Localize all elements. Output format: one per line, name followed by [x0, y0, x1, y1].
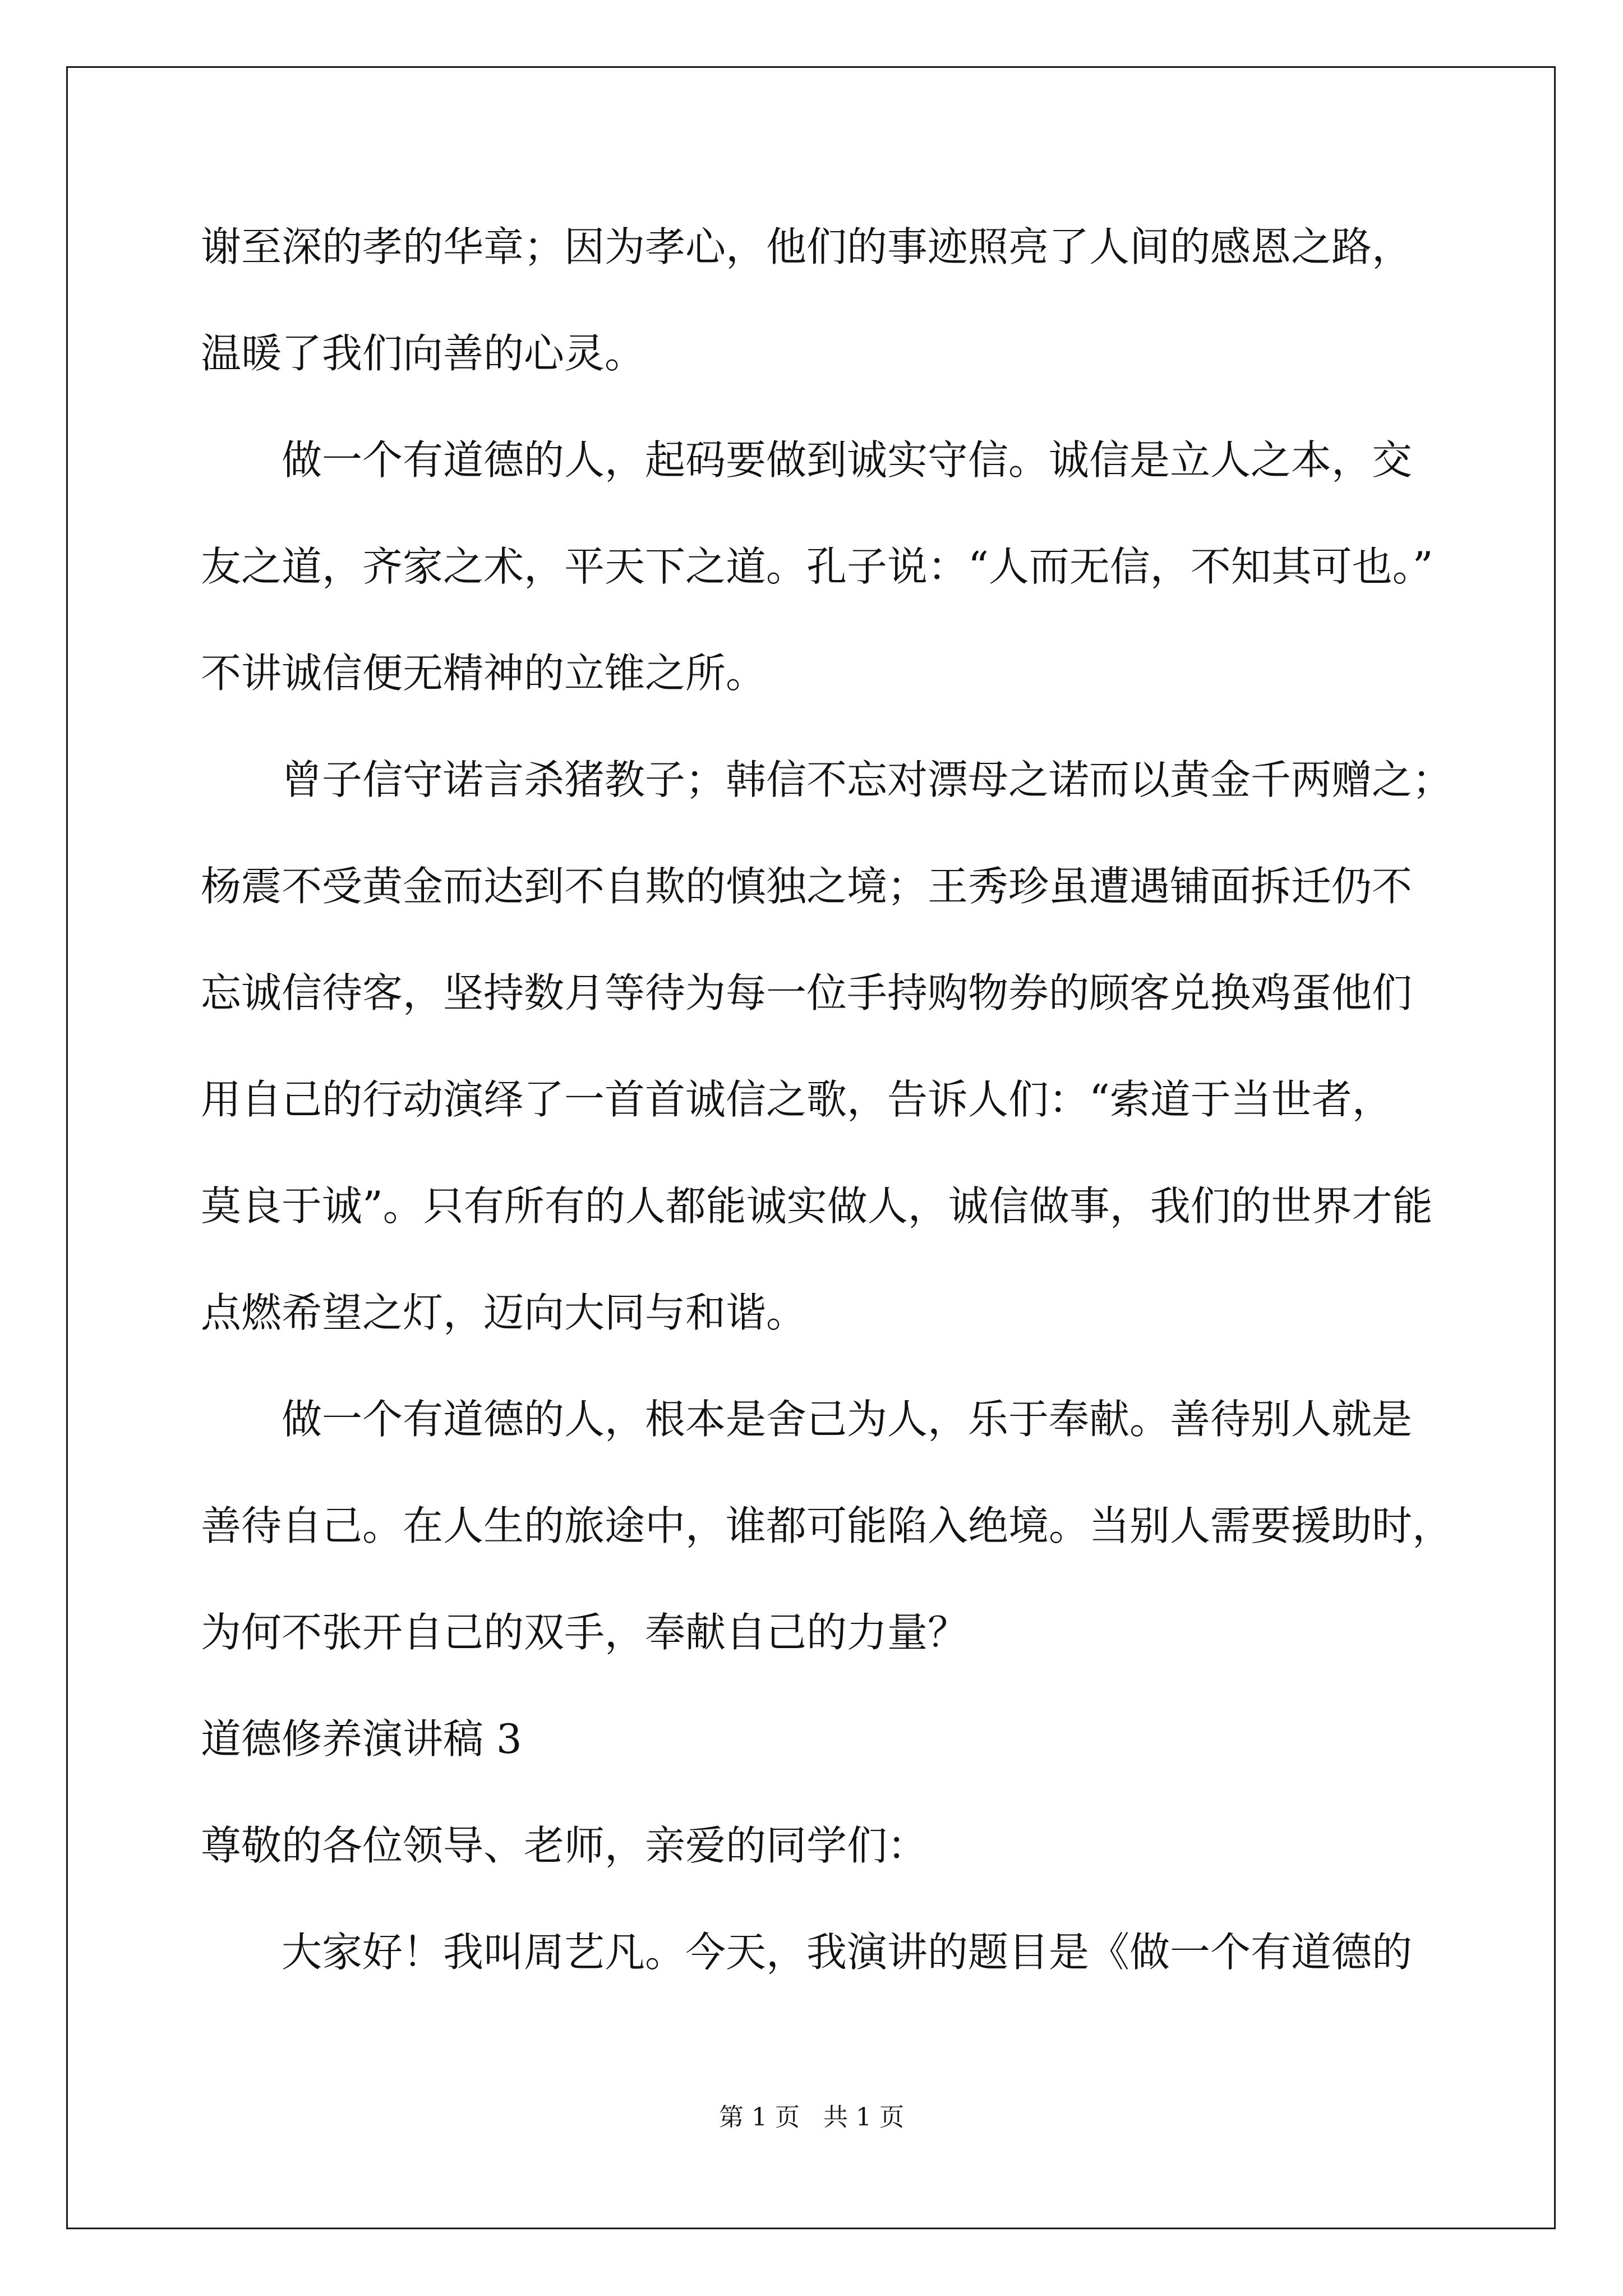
text-line-17: 大家好！我叫周艺凡。今天，我演讲的题目是《做一个有道德的 — [282, 1929, 1413, 1976]
text-line-9: 用自己的行动演绎了一首首诚信之歌，告诉人们：“索道于当世者， — [201, 1076, 1393, 1123]
section-heading: 道德修养演讲稿 3 — [201, 1715, 522, 1763]
text-line-13: 善待自己。在人生的旅途中，谁都可能陷入绝境。当别人需要援助时， — [201, 1502, 1453, 1549]
text-line-8: 忘诚信待客，坚持数月等待为每一位手持购物券的顾客兑换鸡蛋他们 — [201, 969, 1413, 1016]
text-line-5: 不讲诚信便无精神的立锥之所。 — [201, 650, 767, 697]
text-line-14: 为何不张开自己的双手，奉献自己的力量？ — [201, 1609, 969, 1656]
text-line-16: 尊敬的各位领导、老师，亲爱的同学们： — [201, 1822, 928, 1869]
text-line-12: 做一个有道德的人，根本是舍己为人，乐于奉献。善待别人就是 — [282, 1396, 1413, 1443]
page-footer: 第 1 页 共 1 页 — [719, 2103, 904, 2132]
text-line-7: 杨震不受黄金而达到不自欺的慎独之境；王秀珍虽遭遇铺面拆迁仍不 — [201, 863, 1413, 910]
text-line-4: 友之道，齐家之术，平天下之道。孔子说：“人而无信，不知其可也。” — [201, 543, 1433, 590]
page-border — [66, 66, 1556, 2229]
text-line-2: 温暖了我们向善的心灵。 — [201, 330, 645, 377]
text-line-6: 曾子信守诺言杀猪教子；韩信不忘对漂母之诺而以黄金千两赠之； — [282, 756, 1453, 803]
text-line-3: 做一个有道德的人，起码要做到诚实守信。诚信是立人之本，交 — [282, 436, 1413, 484]
text-line-10: 莫良于诚”。只有所有的人都能诚实做人，诚信做事，我们的世界才能 — [201, 1182, 1433, 1230]
text-line-11: 点燃希望之灯，迈向大同与和谐。 — [201, 1289, 807, 1336]
text-line-1: 谢至深的孝的华章；因为孝心，他们的事迹照亮了人间的感恩之路， — [201, 223, 1413, 270]
